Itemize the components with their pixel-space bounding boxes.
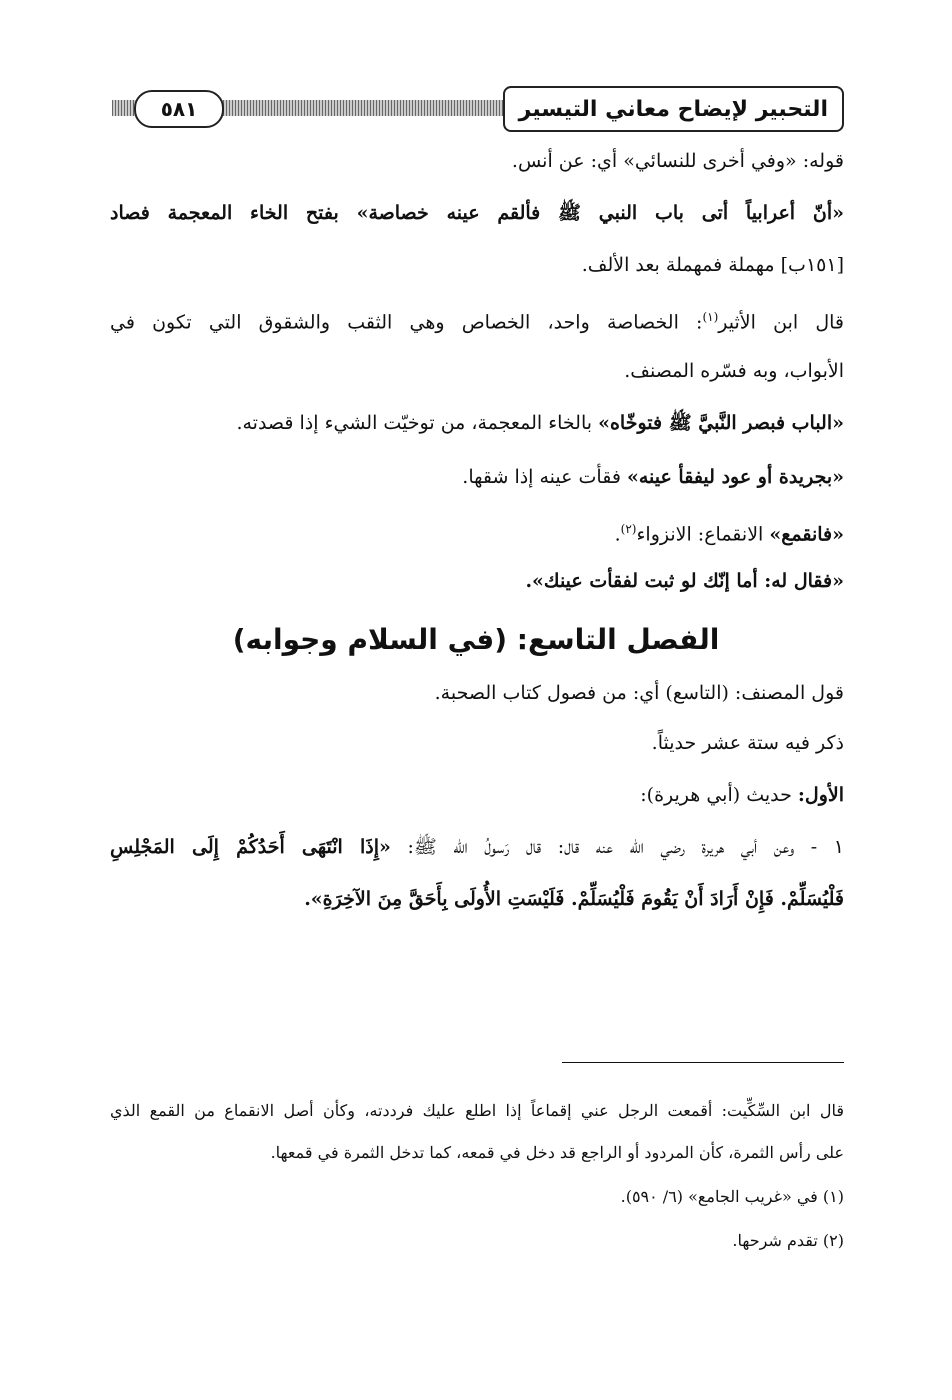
- footnote-1: (١) في «غريب الجامع» (٦/ ٥٩٠).: [620, 1187, 844, 1206]
- text-line-4: [110, 302, 844, 337]
- text-line-7: [462, 462, 844, 492]
- text-line-6: [236, 408, 844, 438]
- quote-span: «فانقمع»: [769, 523, 844, 546]
- text-line-10: قول المصنف: (التاسع) أي: من فصول كتاب الصحبة.: [434, 682, 844, 704]
- footnote-ref-2: (٢): [620, 522, 637, 536]
- footnote-ref-1: (١): [702, 310, 719, 324]
- text-span: ١ - وعن أبي هريرة رضي الله عنه قال: قال رَسولُ الله ﷺ:: [390, 836, 844, 858]
- text-span: : الخصاصة واحد، الخصاص وهي الثقب والشقوق التي تكون في: [110, 311, 703, 334]
- text-line-3: [١٥١ب] مهملة فمهملة بعد الألف.: [581, 254, 844, 276]
- text-span: الانقماع: الانزواء: [636, 523, 770, 546]
- label-span: الأول:: [797, 784, 844, 806]
- text-line-1: قوله: «وفي أخرى للنسائي» أي: عن أنس.: [511, 150, 844, 172]
- footnote-line-1: قال ابن السِّكِّيت: أقمعت الرجل عني إقماعاً إذا اطلع عليك فرددته، وكأن أصل الانقماع من القمع الذي: [110, 1101, 844, 1120]
- text-span: فقأت عينه إذا شقها.: [462, 466, 627, 488]
- text-line-14: فَلْيُسَلِّمْ. فَإِنْ أَرَادَ أَنْ يَقُومَ فَلْيُسَلِّمْ. فَلَيْسَتِ الأُولَى بِأَحَقَّ مِنَ الآخِرَةِ».: [304, 888, 844, 910]
- quote-span: «الباب فبصر النَّبيَّ ﷺ فتوخّاه»: [598, 412, 844, 434]
- text-line-12: [640, 780, 844, 810]
- hadith-span: «إِذَا انْتَهَى أَحَدُكُمْ إِلَى المَجْلِسِ: [110, 836, 391, 858]
- text-line-11: ذكر فيه ستة عشر حديثاً.: [651, 732, 844, 754]
- page-number: ٥٨١: [134, 90, 224, 128]
- text-span: حديث (أبي هريرة):: [640, 784, 798, 806]
- footnote-line-2: على رأس الثمرة، كأن المردود أو الراجع قد دخل في قمعه، كما تدخل الثمرة في قمعها.: [270, 1143, 844, 1162]
- text-line-13: [110, 832, 844, 862]
- text-line-9: «فقال له: أما إنّك لو ثبت لفقأت عينك».: [525, 570, 844, 592]
- book-title: التحبير لإيضاح معاني التيسير: [503, 86, 844, 132]
- running-header: [112, 86, 844, 132]
- text-line-8: [615, 514, 844, 549]
- quote-span: «بجريدة أو عود ليفقأ عينه»: [626, 466, 844, 488]
- text-line-5: الأبواب، وبه فسّره المصنف.: [624, 360, 844, 382]
- text-span: .: [614, 523, 621, 546]
- footnote-divider: [562, 1062, 844, 1063]
- footnote-2: (٢) تقدم شرحها.: [732, 1231, 844, 1250]
- text-span: بالخاء المعجمة، من توخيّت الشيء إذا قصدته.: [236, 412, 599, 434]
- text-line-2: «أنّ أعرابياً أتى باب النبي ﷺ فألقم عينه خصاصة» بفتح الخاء المعجمة فصاد: [110, 202, 844, 224]
- chapter-heading: الفصل التاسع: (في السلام وجوابه): [232, 623, 720, 656]
- text-span: قال ابن الأثير: [718, 311, 845, 334]
